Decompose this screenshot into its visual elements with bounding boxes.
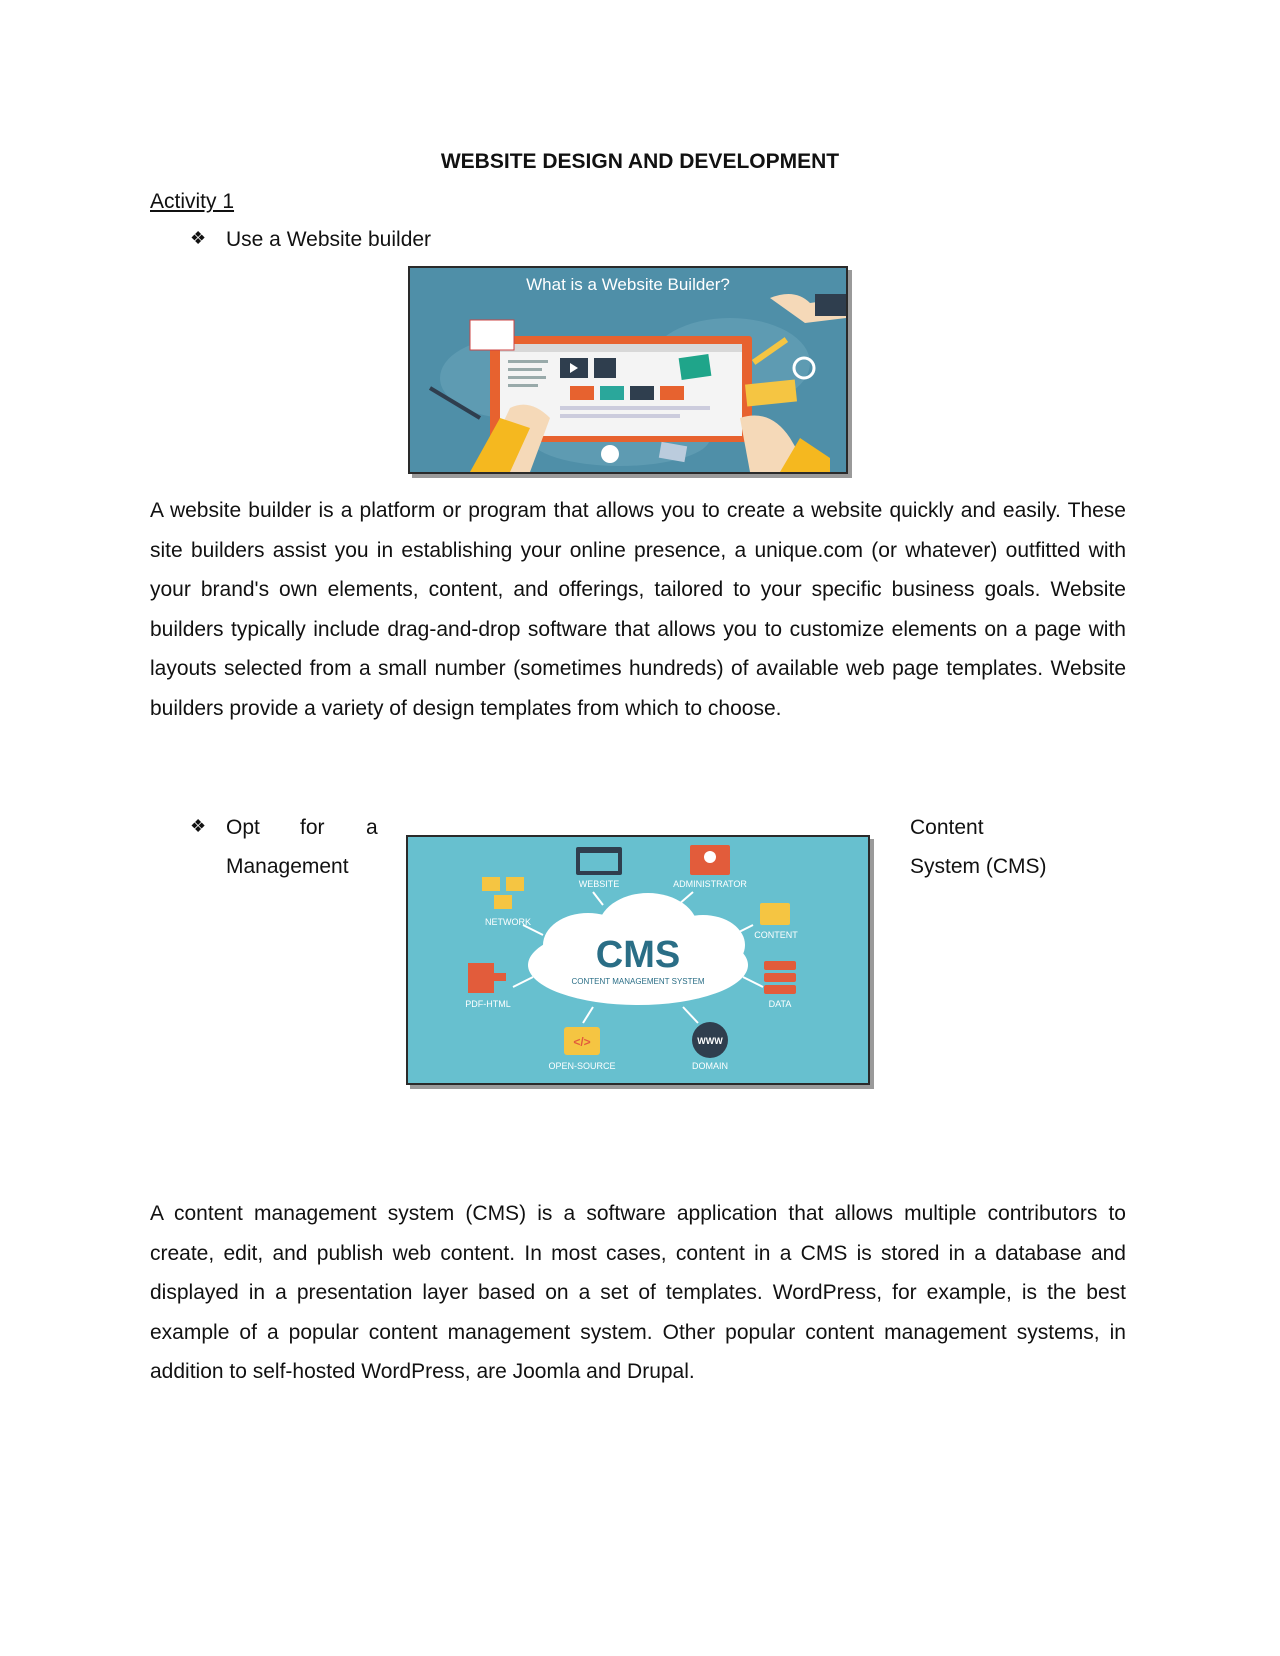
document-title: WEBSITE DESIGN AND DEVELOPMENT bbox=[440, 150, 840, 173]
cms-center-subtitle: CONTENT MANAGEMENT SYSTEM bbox=[571, 977, 705, 986]
label-domain: DOMAIN bbox=[692, 1061, 728, 1071]
label-network: NETWORK bbox=[485, 917, 531, 927]
bullet-word: a bbox=[366, 816, 378, 839]
globe-icon: WWW bbox=[697, 1036, 723, 1046]
label-data: DATA bbox=[768, 999, 792, 1009]
image-heading: What is a Website Builder? bbox=[526, 275, 730, 294]
label-content: CONTENT bbox=[754, 930, 798, 940]
cms-image bbox=[406, 835, 870, 1085]
label-pdf-html: PDF-HTML bbox=[465, 999, 511, 1009]
bullet-cms-right-1: Content bbox=[910, 816, 984, 839]
cms-illustration bbox=[408, 837, 868, 1083]
label-administrator: ADMINISTRATOR bbox=[673, 879, 747, 889]
bullet-word: Management bbox=[226, 855, 349, 878]
website-builder-image bbox=[408, 266, 848, 474]
cms-center-title: CMS bbox=[595, 934, 681, 976]
paragraph-website-builder: A website builder is a platform or program that allows you to create a website quickly and easily. These site builders assist you in establishing your online presence, a unique.com (or whatever) outfitted with your brand's own elements, content, and offerings, tailored to your specific business goals. Website builders typically include drag-and-drop software that allows you to customize elements on a page with layouts selected from a small number (sometimes hundreds) of available web page templates. Website builders provide a variety of design templates from which to choose. bbox=[150, 499, 1126, 720]
code-icon: </> bbox=[573, 1035, 591, 1049]
bullet-word: Opt bbox=[226, 816, 260, 839]
activity-heading: Activity 1 bbox=[150, 190, 235, 213]
paragraph-cms: A content management system (CMS) is a software application that allows multiple contributors to create, edit, and publish web content. In most cases, content in a CMS is stored in a database and displayed in a presentation layer based on a set of templates. WordPress, for example, is the best example of a popular content management system. Other popular content management systems, in addition to self-hosted WordPress, are Joomla and Drupal. bbox=[150, 1202, 1126, 1384]
bullet-word: for bbox=[300, 816, 325, 839]
diamond-bullet-icon: ❖ bbox=[190, 228, 207, 248]
diamond-bullet-icon: ❖ bbox=[190, 816, 207, 836]
label-website: WEBSITE bbox=[578, 879, 620, 889]
website-builder-illustration bbox=[410, 268, 846, 472]
bullet-text: Use a Website builder bbox=[226, 228, 432, 251]
bullet-cms bbox=[190, 816, 380, 896]
label-open-source: OPEN-SOURCE bbox=[548, 1061, 616, 1071]
bullet-cms-right-2: System (CMS) bbox=[910, 855, 1047, 878]
